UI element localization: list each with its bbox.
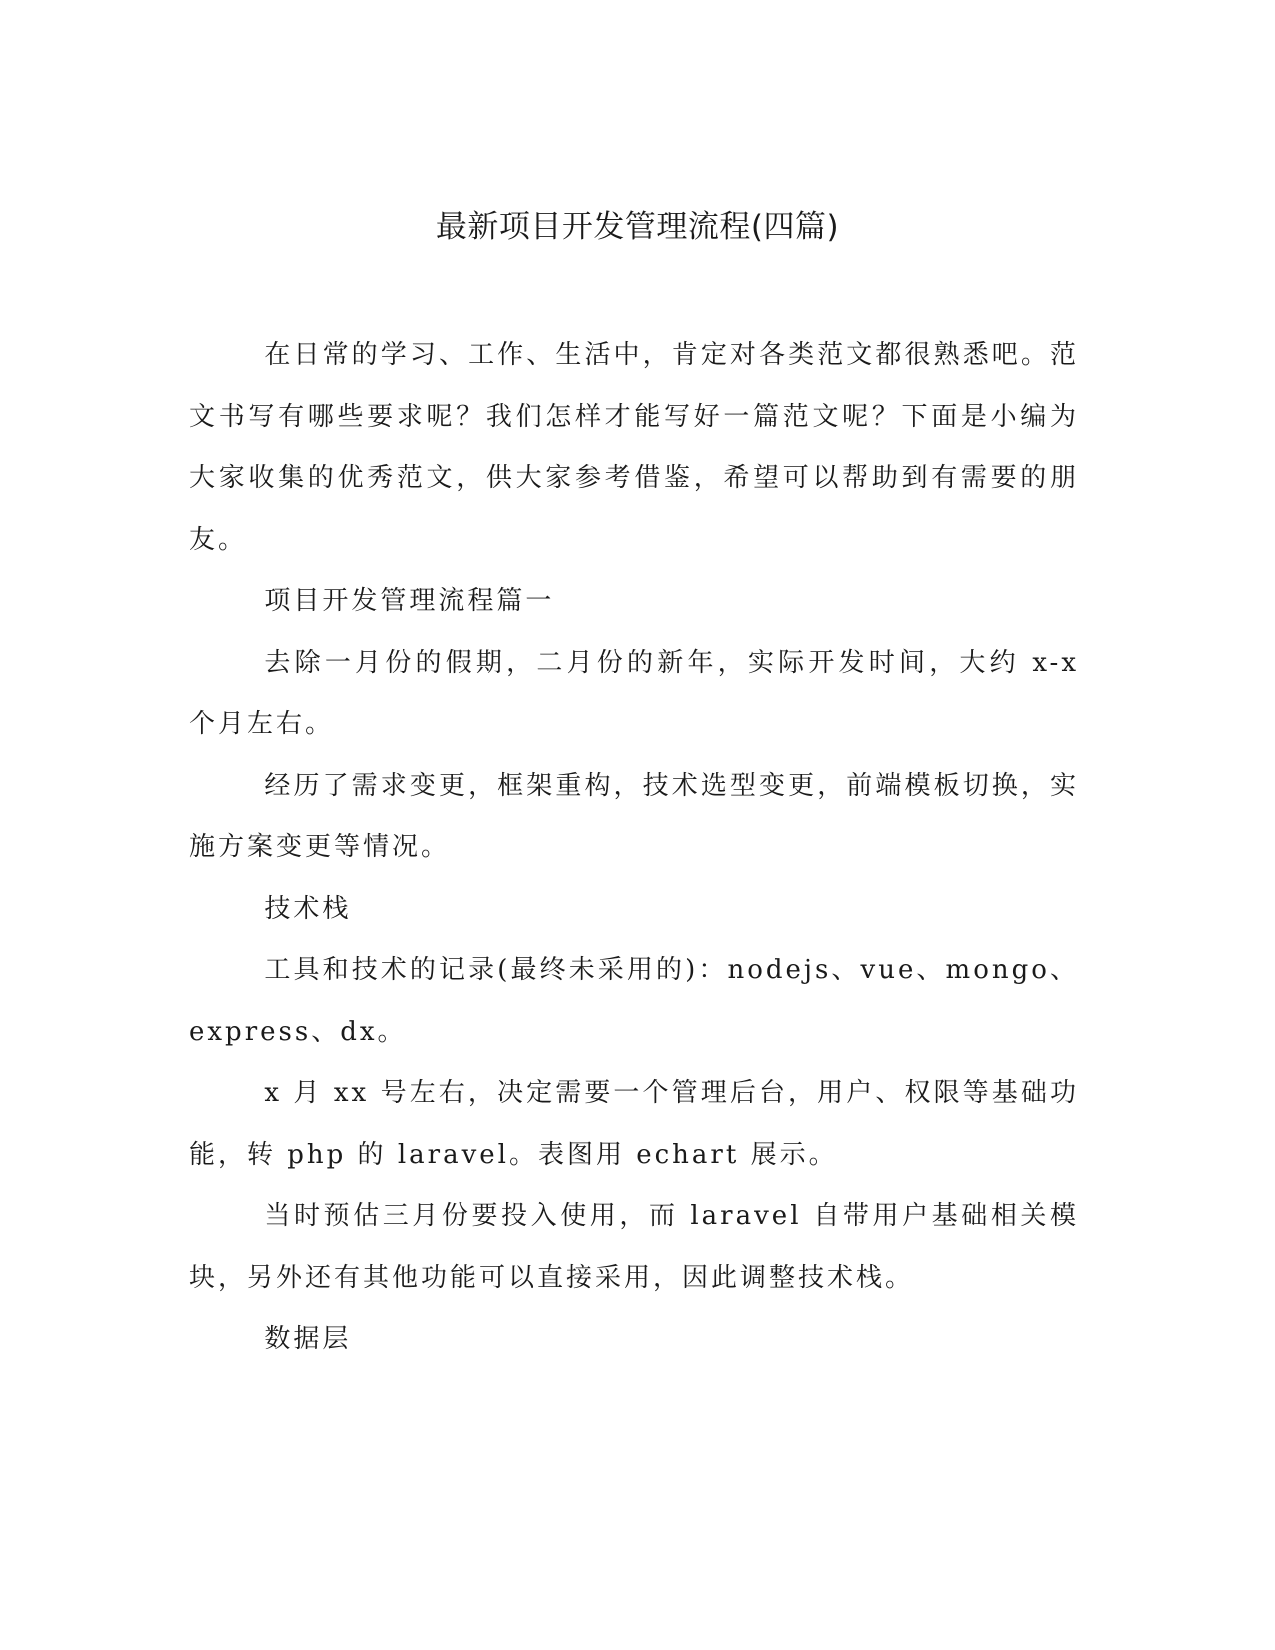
tools-record-paragraph: 工具和技术的记录(最终未采用的)：nodejs、vue、mongo、express、dx。 [189,955,1079,1047]
section-heading-tech-stack: 技术栈 [264,893,352,924]
document-body [189,325,1079,1371]
decision-paragraph: x 月 xx 号左右，决定需要一个管理后台，用户、权限等基础功能，转 php 的 laravel。表图用 echart 展示。 [189,1078,1079,1170]
changes-paragraph: 经历了需求变更，框架重构，技术选型变更，前端模板切换，实施方案变更等情况。 [189,770,1079,862]
estimate-paragraph: 当时预估三月份要投入使用，而 laravel 自带用户基础相关模块，另外还有其他功能可以直接采用，因此调整技术栈。 [189,1201,1079,1293]
intro-paragraph: 在日常的学习、工作、生活中，肯定对各类范文都很熟悉吧。范文书写有哪些要求呢？我们怎样才能写好一篇范文呢？下面是小编为大家收集的优秀范文，供大家参考借鉴，希望可以帮助到有需要的朋友。 [189,340,1079,555]
development-time-paragraph: 去除一月份的假期，二月份的新年，实际开发时间，大约 x-x 个月左右。 [189,647,1079,739]
section-heading-part-one: 项目开发管理流程篇一 [264,586,555,616]
document-title: 最新项目开发管理流程(四篇) [435,209,840,245]
section-heading-data-layer: 数据层 [264,1324,352,1354]
